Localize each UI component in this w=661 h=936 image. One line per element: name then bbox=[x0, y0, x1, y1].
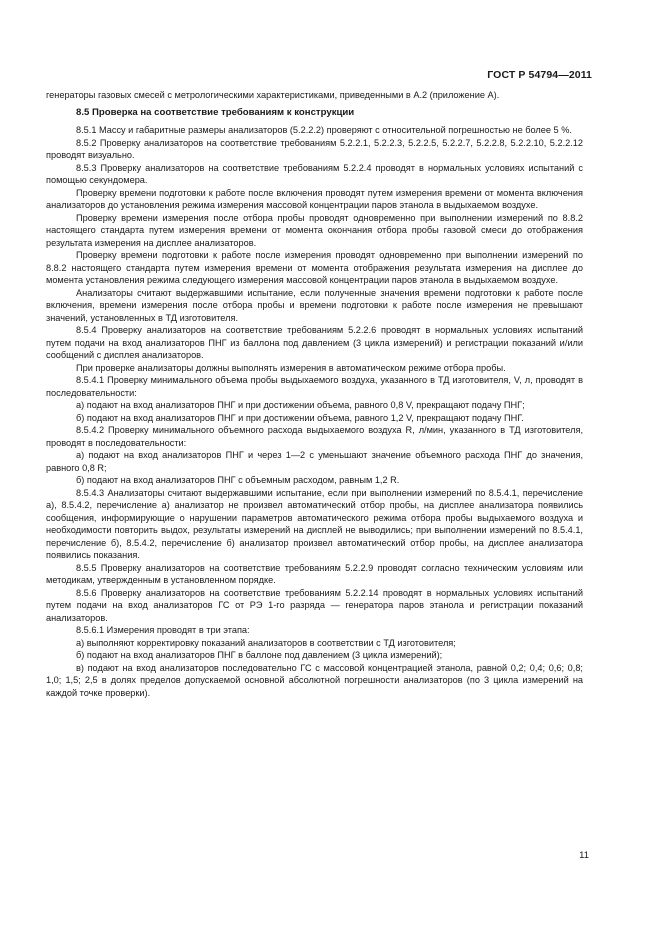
paragraph: б) подают на вход анализаторов ПНГ и при достижении объема, равного 1,2 V, прекращают подачу ПНГ. bbox=[76, 412, 524, 423]
paragraph: б) подают на вход анализаторов ПНГ с объемным расходом, равным 1,2 R. bbox=[76, 475, 400, 485]
paragraph: 8.5.3 Проверку анализаторов на соответствие требованиям 5.2.2.4 проводят в нормальных условиях испытаний с помощью секундомера. bbox=[46, 162, 583, 185]
paragraph: 8.5.2 Проверку анализаторов на соответствие требованиям 5.2.2.1, 5.2.2.3, 5.2.2.5, 5.2.2.7, 5.2.2.8, 5.2.2.10, 5.2.2.12 проводят визуально. bbox=[46, 137, 583, 160]
paragraph: Анализаторы считают выдержавшими испытание, если полученные значения времени подготовки к работе после включения, времени измерения после отбора пробы и времени подготовки к работе после измерения не превышают значений, установленных в ТД изготовителя. bbox=[46, 287, 583, 323]
paragraph: 8.5.4.3 Анализаторы считают выдержавшими испытание, если при выполнении измерений по 8.5.4.1, перечисление а), 8.5.4.2, перечисление а) анализатор не произвел автоматический отбор пробы, на дисплее анализатора появились сообщения, информирующие о нарушении параметров автоматического режима отбора пробы выдыхаемого воздуха и необходимости повторить выдох, результаты измерений на дисплей не выводились; при выполнении измерений по 8.5.4.1, перечисление б), 8.5.4.2, перечисление б) анализатор произвел автоматический отбор пробы, на дисплее анализатора появились показания. bbox=[46, 487, 583, 560]
paragraph: Проверку времени подготовки к работе после измерения проводят одновременно при выполнении измерений по 8.8.2 настоящего стандарта путем измерения времени от момента отображения результата измерения на дисплее до момента установления режима следующего измерения массовой концентрации паров этанола в выдыхаемом воздухе. bbox=[46, 250, 583, 285]
paragraph: 8.5.5 Проверку анализаторов на соответствие требованиям 5.2.2.9 проводят согласно техническим условиям или методикам, утвержденным в установленном порядке. bbox=[46, 562, 583, 585]
paragraph: генераторы газовых смесей с метрологическими характеристиками, приведенными в А.2 (приложение А). bbox=[46, 90, 500, 100]
paragraph: а) подают на вход анализаторов ПНГ и при достижении объема, равного 0,8 V, прекращают подачу ПНГ; bbox=[76, 400, 525, 410]
paragraph: б) подают на вход анализаторов ПНГ в баллоне под давлением (3 цикла измерений); bbox=[76, 650, 443, 660]
paragraph: в) подают на вход анализаторов последовательно ГС с массовой концентрацией этанола, равной 0,2; 0,4; 0,6; 0,8; 1,0; 1,5; 2,5 в долях пределов допускаемой основной абсолютной погрешности анализаторов (по 3 цикла измерений на каждой точке проверки). bbox=[46, 662, 583, 698]
paragraph: При проверке анализаторы должны выполнять измерения в автоматическом режиме отбора пробы. bbox=[76, 362, 506, 373]
section-heading: 8.5 Проверка на соответствие требованиям к конструкции bbox=[76, 106, 355, 118]
paragraph: а) выполняют корректировку показаний анализаторов в соответствии с ТД изготовителя; bbox=[76, 637, 456, 648]
paragraph: 8.5.6.1 Измерения проводят в три этапа: bbox=[76, 625, 250, 635]
paragraph: Проверку времени измерения после отбора пробы проводят одновременно при выполнении измерений по 8.8.2 настоящего стандарта путем измерения времени от момента окончания отбора пробы газовой смеси до отображения результата измерения на дисплее анализаторов. bbox=[46, 212, 583, 248]
page-number: 11 bbox=[579, 850, 589, 861]
document-body bbox=[46, 89, 583, 699]
paragraph: Проверку времени подготовки к работе после включения проводят путем измерения времени от момента включения анализаторов до установления режима измерения массовой концентрации паров этанола в выдыхаемом воздухе. bbox=[46, 187, 583, 210]
paragraph: а) подают на вход анализаторов ПНГ и через 1—2 с уменьшают значение объемного расхода ПНГ до значения, равного 0,8 R; bbox=[46, 450, 583, 473]
paragraph: 8.5.4.2 Проверку минимального объемного расхода выдыхаемого воздуха R, л/мин, указанного в ТД изготовителя, проводят в последовательности: bbox=[46, 425, 583, 448]
paragraph: 8.5.1 Массу и габаритные размеры анализаторов (5.2.2.2) проверяют с относительной погрешностью не более 5 %. bbox=[76, 125, 572, 135]
standard-code-header: ГОСТ Р 54794—2011 bbox=[487, 69, 592, 81]
paragraph: 8.5.4 Проверку анализаторов на соответствие требованиям 5.2.2.6 проводят в нормальных условиях испытаний путем подачи на вход анализаторов ПНГ из баллона под давлением (3 цикла измерений) и регистрации показаний и/или сообщений с дисплея анализаторов. bbox=[46, 325, 583, 360]
paragraph: 8.5.6 Проверку анализаторов на соответствие требованиям 5.2.2.14 проводят в нормальных условиях испытаний путем подачи на вход анализаторов ГС от РЭ 1-го разряда — генератора паров этанола и регистрации показаний анализаторов. bbox=[46, 587, 583, 623]
paragraph: 8.5.4.1 Проверку минимального объема пробы выдыхаемого воздуха, указанного в ТД изготовителя, V, л, проводят в последовательности: bbox=[46, 375, 583, 398]
